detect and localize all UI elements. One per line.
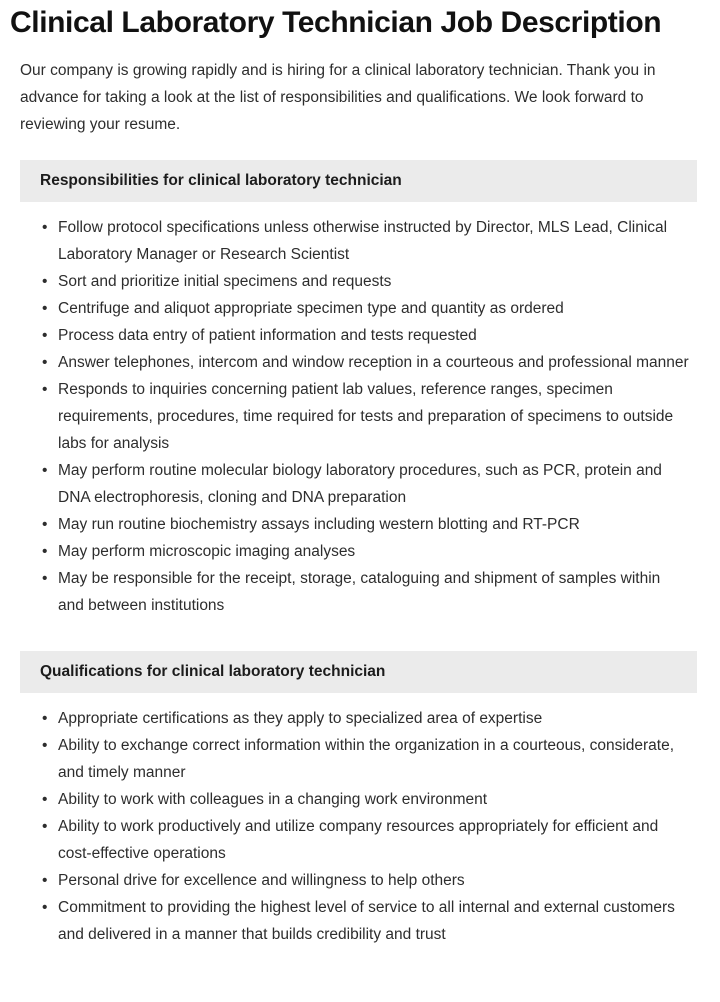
page-title: Clinical Laboratory Technician Job Description — [10, 6, 662, 39]
list-item-text: Sort and prioritize initial specimens and requests — [58, 273, 392, 290]
list-item-text: May perform microscopic imaging analyses — [58, 543, 356, 560]
bullet-marker-icon: • — [42, 219, 48, 236]
list-item — [0, 705, 720, 732]
list-item — [0, 565, 720, 619]
list-item-text: Follow protocol specifications unless otherwise instructed by Director, MLS Lead, Clinical Laboratory Manager or Research Scientist — [58, 219, 668, 263]
list-item — [0, 867, 720, 894]
list-item — [0, 894, 720, 948]
list-item-text: May perform routine molecular biology laboratory procedures, such as PCR, protein and DNA electrophoresis, cloning and DNA preparation — [58, 462, 662, 506]
list-item-text: Answer telephones, intercom and window reception in a courteous and professional manner — [58, 354, 689, 371]
section-header-qualifications — [20, 651, 697, 693]
responsibilities-list — [0, 214, 720, 619]
intro-paragraph: Our company is growing rapidly and is hiring for a clinical laboratory technician. Thank you in advance for taking a look at the list of responsibilities and qualifications. We look forward to reviewing your resume. — [20, 62, 656, 133]
list-item-text: May be responsible for the receipt, storage, cataloguing and shipment of samples within and between institutions — [58, 570, 661, 614]
bullet-marker-icon: • — [42, 543, 48, 560]
list-item — [0, 813, 720, 867]
bullet-marker-icon: • — [42, 462, 48, 479]
bullet-marker-icon: • — [42, 710, 48, 727]
bullet-marker-icon: • — [42, 570, 48, 587]
list-item — [0, 732, 720, 786]
list-item — [0, 214, 720, 268]
bullet-marker-icon: • — [42, 273, 48, 290]
list-item-text: Commitment to providing the highest level of service to all internal and external customers and delivered in a manner that builds credibility and trust — [58, 899, 675, 943]
list-item-text: Ability to work with colleagues in a changing work environment — [58, 791, 488, 808]
section-heading-label: Qualifications for clinical laboratory technician — [40, 663, 386, 681]
list-item — [0, 538, 720, 565]
bullet-marker-icon: • — [42, 327, 48, 344]
bullet-marker-icon: • — [42, 899, 48, 916]
section-heading-label: Responsibilities for clinical laboratory technician — [40, 172, 402, 190]
list-item — [0, 268, 720, 295]
list-item — [0, 295, 720, 322]
qualifications-list — [0, 705, 720, 948]
bullet-marker-icon: • — [42, 354, 48, 371]
section-header-responsibilities — [20, 160, 697, 202]
list-item-text: May run routine biochemistry assays including western blotting and RT-PCR — [58, 516, 580, 533]
list-item-text: Ability to work productively and utilize company resources appropriately for efficient and cost-effective operations — [58, 818, 659, 862]
list-item-text: Process data entry of patient information and tests requested — [58, 327, 477, 344]
list-item-text: Ability to exchange correct information within the organization in a courteous, considerate, and timely manner — [58, 737, 675, 781]
list-item — [0, 457, 720, 511]
bullet-marker-icon: • — [42, 872, 48, 889]
list-item — [0, 322, 720, 349]
bullet-marker-icon: • — [42, 737, 48, 754]
list-item — [0, 376, 720, 457]
bullet-marker-icon: • — [42, 791, 48, 808]
bullet-marker-icon: • — [42, 818, 48, 835]
list-item-text: Centrifuge and aliquot appropriate specimen type and quantity as ordered — [58, 300, 564, 317]
list-item-text: Personal drive for excellence and willingness to help others — [58, 872, 465, 889]
list-item-text: Responds to inquiries concerning patient lab values, reference ranges, specimen requirements, procedures, time required for tests and preparation of specimens to outside labs for analysis — [58, 381, 674, 452]
list-item — [0, 349, 720, 376]
list-item — [0, 511, 720, 538]
list-item — [0, 786, 720, 813]
list-item-text: Appropriate certifications as they apply to specialized area of expertise — [58, 710, 543, 727]
section-qualifications — [0, 651, 720, 948]
section-responsibilities — [0, 160, 720, 619]
bullet-marker-icon: • — [42, 381, 48, 398]
bullet-marker-icon: • — [42, 516, 48, 533]
bullet-marker-icon: • — [42, 300, 48, 317]
